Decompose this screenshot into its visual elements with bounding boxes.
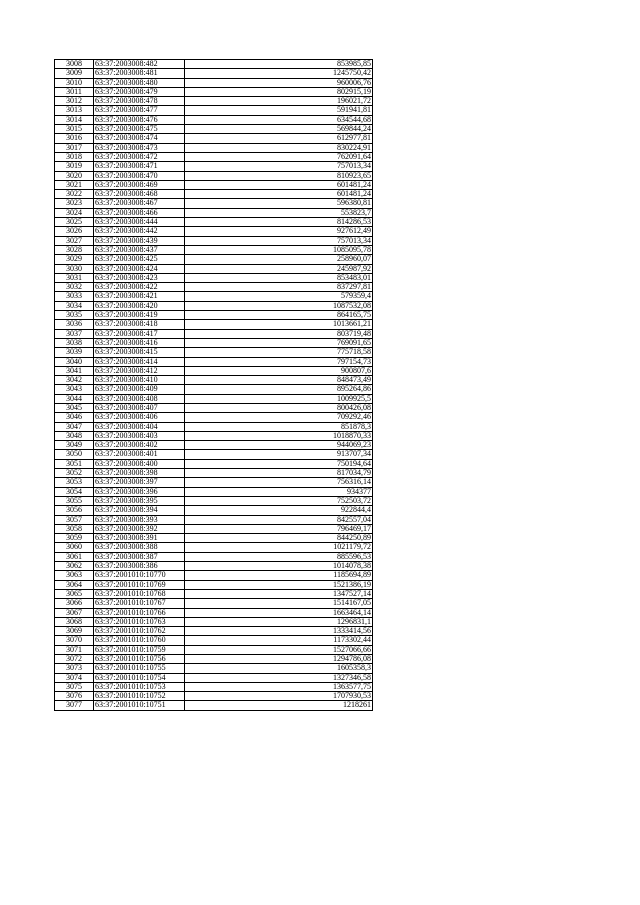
table-row: [55, 627, 373, 636]
cadastral-value-cell: 1707930,53: [185, 692, 373, 701]
cadastral-number-cell: 63:37:2003008:482: [94, 60, 185, 69]
row-number-cell: 3041: [55, 366, 94, 375]
cadastral-value-cell: 844250,89: [185, 534, 373, 543]
row-number-cell: 3030: [55, 264, 94, 273]
row-number-cell: 3075: [55, 682, 94, 691]
table-row: [55, 106, 373, 115]
cadastral-number-cell: 63:37:2003008:466: [94, 208, 185, 217]
row-number-cell: 3044: [55, 394, 94, 403]
row-number-cell: 3054: [55, 487, 94, 496]
cadastral-value-cell: 848473,49: [185, 376, 373, 385]
cadastral-number-cell: 63:37:2001010:10759: [94, 645, 185, 654]
row-number-cell: 3014: [55, 115, 94, 124]
table-row: [55, 664, 373, 673]
row-number-cell: 3047: [55, 422, 94, 431]
cadastral-value-cell: 596380,81: [185, 199, 373, 208]
table-row: [55, 655, 373, 664]
cadastral-value-cell: 1347527,14: [185, 589, 373, 598]
cadastral-number-cell: 63:37:2003008:409: [94, 385, 185, 394]
cadastral-number-cell: 63:37:2001010:10766: [94, 608, 185, 617]
row-number-cell: 3035: [55, 311, 94, 320]
row-number-cell: 3009: [55, 69, 94, 78]
row-number-cell: 3073: [55, 664, 94, 673]
cadastral-number-cell: 63:37:2003008:472: [94, 152, 185, 161]
row-number-cell: 3027: [55, 236, 94, 245]
row-number-cell: 3071: [55, 645, 94, 654]
table-row: [55, 301, 373, 310]
row-number-cell: 3031: [55, 273, 94, 282]
cadastral-number-cell: 63:37:2001010:10768: [94, 589, 185, 598]
row-number-cell: 3066: [55, 599, 94, 608]
table-row: [55, 218, 373, 227]
cadastral-value-cell: 1327346,58: [185, 673, 373, 682]
table-row: [55, 422, 373, 431]
table-row: [55, 87, 373, 96]
row-number-cell: 3034: [55, 301, 94, 310]
table-row: [55, 357, 373, 366]
cadastral-value-cell: 750194,64: [185, 459, 373, 468]
table-body: [55, 60, 373, 711]
cadastral-number-cell: 63:37:2003008:393: [94, 515, 185, 524]
row-number-cell: 3017: [55, 143, 94, 152]
cadastral-number-cell: 63:37:2003008:442: [94, 227, 185, 236]
row-number-cell: 3051: [55, 459, 94, 468]
table-row: [55, 273, 373, 282]
cadastral-number-cell: 63:37:2003008:479: [94, 87, 185, 96]
cadastral-value-cell: 1605358,3: [185, 664, 373, 673]
row-number-cell: 3074: [55, 673, 94, 682]
row-number-cell: 3045: [55, 403, 94, 412]
table-row: [55, 645, 373, 654]
row-number-cell: 3024: [55, 208, 94, 217]
row-number-cell: 3020: [55, 171, 94, 180]
table-row: [55, 459, 373, 468]
cadastral-value-cell: 913707,34: [185, 450, 373, 459]
table-row: [55, 199, 373, 208]
cadastral-value-cell: 634544,68: [185, 115, 373, 124]
cadastral-value-cell: 1294786,08: [185, 655, 373, 664]
cadastral-number-cell: 63:37:2001010:10762: [94, 627, 185, 636]
cadastral-value-cell: 853483,01: [185, 273, 373, 282]
cadastral-number-cell: 63:37:2003008:473: [94, 143, 185, 152]
row-number-cell: 3070: [55, 636, 94, 645]
cadastral-number-cell: 63:37:2001010:10770: [94, 571, 185, 580]
table-row: [55, 599, 373, 608]
row-number-cell: 3023: [55, 199, 94, 208]
cadastral-value-cell: 885596,53: [185, 552, 373, 561]
table-row: [55, 562, 373, 571]
cadastral-value-cell: 245987,92: [185, 264, 373, 273]
cadastral-value-cell: 797154,73: [185, 357, 373, 366]
table-row: [55, 134, 373, 143]
cadastral-number-cell: 63:37:2003008:400: [94, 459, 185, 468]
cadastral-number-cell: 63:37:2003008:419: [94, 311, 185, 320]
cadastral-value-table: [54, 59, 373, 711]
row-number-cell: 3033: [55, 292, 94, 301]
row-number-cell: 3062: [55, 562, 94, 571]
cadastral-value-cell: 817034,79: [185, 469, 373, 478]
cadastral-value-cell: 830224,91: [185, 143, 373, 152]
cadastral-number-cell: 63:37:2003008:422: [94, 283, 185, 292]
table-row: [55, 376, 373, 385]
table-row: [55, 403, 373, 412]
cadastral-number-cell: 63:37:2003008:396: [94, 487, 185, 496]
cadastral-number-cell: 63:37:2003008:398: [94, 469, 185, 478]
cadastral-value-cell: 762091,64: [185, 152, 373, 161]
table-row: [55, 608, 373, 617]
cadastral-number-cell: 63:37:2003008:392: [94, 524, 185, 533]
row-number-cell: 3069: [55, 627, 94, 636]
table-row: [55, 496, 373, 505]
row-number-cell: 3055: [55, 496, 94, 505]
cadastral-value-cell: 927612,49: [185, 227, 373, 236]
cadastral-number-cell: 63:37:2001010:10760: [94, 636, 185, 645]
cadastral-value-cell: 814286,53: [185, 218, 373, 227]
table-row: [55, 701, 373, 710]
cadastral-value-cell: 756316,14: [185, 478, 373, 487]
cadastral-value-cell: 1013661,21: [185, 320, 373, 329]
row-number-cell: 3022: [55, 190, 94, 199]
table-row: [55, 450, 373, 459]
cadastral-number-cell: 63:37:2003008:387: [94, 552, 185, 561]
table-row: [55, 682, 373, 691]
table-row: [55, 589, 373, 598]
cadastral-number-cell: 63:37:2003008:439: [94, 236, 185, 245]
cadastral-value-cell: 1021179,72: [185, 543, 373, 552]
cadastral-value-cell: 1514167,05: [185, 599, 373, 608]
cadastral-value-cell: 775718,58: [185, 348, 373, 357]
row-number-cell: 3016: [55, 134, 94, 143]
row-number-cell: 3064: [55, 580, 94, 589]
cadastral-value-cell: 1087532,08: [185, 301, 373, 310]
cadastral-number-cell: 63:37:2003008:418: [94, 320, 185, 329]
row-number-cell: 3063: [55, 571, 94, 580]
row-number-cell: 3036: [55, 320, 94, 329]
table-row: [55, 524, 373, 533]
row-number-cell: 3040: [55, 357, 94, 366]
row-number-cell: 3010: [55, 78, 94, 87]
row-number-cell: 3008: [55, 60, 94, 69]
cadastral-number-cell: 63:37:2003008:417: [94, 329, 185, 338]
table-row: [55, 366, 373, 375]
cadastral-value-cell: 1363577,75: [185, 682, 373, 691]
cadastral-value-cell: 810923,65: [185, 171, 373, 180]
row-number-cell: 3011: [55, 87, 94, 96]
table-row: [55, 506, 373, 515]
table-row: [55, 385, 373, 394]
cadastral-value-cell: 864165,75: [185, 311, 373, 320]
cadastral-number-cell: 63:37:2003008:474: [94, 134, 185, 143]
table-row: [55, 515, 373, 524]
cadastral-number-cell: 63:37:2003008:425: [94, 255, 185, 264]
row-number-cell: 3072: [55, 655, 94, 664]
cadastral-number-cell: 63:37:2003008:402: [94, 441, 185, 450]
cadastral-number-cell: 63:37:2003008:388: [94, 543, 185, 552]
cadastral-number-cell: 63:37:2003008:469: [94, 180, 185, 189]
cadastral-value-cell: 553823,7: [185, 208, 373, 217]
cadastral-value-cell: 851878,3: [185, 422, 373, 431]
cadastral-value-cell: 802915,19: [185, 87, 373, 96]
cadastral-number-cell: 63:37:2003008:468: [94, 190, 185, 199]
cadastral-value-cell: 944069,23: [185, 441, 373, 450]
cadastral-value-cell: 934377: [185, 487, 373, 496]
cadastral-number-cell: 63:37:2003008:414: [94, 357, 185, 366]
cadastral-number-cell: 63:37:2001010:10751: [94, 701, 185, 710]
row-number-cell: 3021: [55, 180, 94, 189]
cadastral-value-cell: 569844,24: [185, 125, 373, 134]
cadastral-number-cell: 63:37:2003008:401: [94, 450, 185, 459]
row-number-cell: 3042: [55, 376, 94, 385]
row-number-cell: 3052: [55, 469, 94, 478]
cadastral-number-cell: 63:37:2001010:10767: [94, 599, 185, 608]
cadastral-value-cell: 837297,81: [185, 283, 373, 292]
cadastral-number-cell: 63:37:2003008:423: [94, 273, 185, 282]
table-row: [55, 152, 373, 161]
row-number-cell: 3012: [55, 97, 94, 106]
cadastral-number-cell: 63:37:2001010:10763: [94, 617, 185, 626]
table-row: [55, 311, 373, 320]
cadastral-value-cell: 1333414,56: [185, 627, 373, 636]
cadastral-number-cell: 63:37:2001010:10755: [94, 664, 185, 673]
row-number-cell: 3025: [55, 218, 94, 227]
cadastral-number-cell: 63:37:2003008:444: [94, 218, 185, 227]
cadastral-number-cell: 63:37:2003008:395: [94, 496, 185, 505]
row-number-cell: 3067: [55, 608, 94, 617]
cadastral-value-cell: 1296831,1: [185, 617, 373, 626]
cadastral-number-cell: 63:37:2001010:10752: [94, 692, 185, 701]
table-row: [55, 469, 373, 478]
table-row: [55, 431, 373, 440]
cadastral-number-cell: 63:37:2003008:406: [94, 413, 185, 422]
table-row: [55, 487, 373, 496]
cadastral-value-cell: 842557,04: [185, 515, 373, 524]
row-number-cell: 3059: [55, 534, 94, 543]
row-number-cell: 3038: [55, 338, 94, 347]
table-row: [55, 236, 373, 245]
table-row: [55, 571, 373, 580]
table-row: [55, 338, 373, 347]
cadastral-value-cell: 601481,24: [185, 190, 373, 199]
table-row: [55, 208, 373, 217]
row-number-cell: 3028: [55, 245, 94, 254]
cadastral-value-cell: 1218261: [185, 701, 373, 710]
table-row: [55, 617, 373, 626]
table-row: [55, 190, 373, 199]
cadastral-value-cell: 960006,76: [185, 78, 373, 87]
table-row: [55, 543, 373, 552]
row-number-cell: 3013: [55, 106, 94, 115]
table-row: [55, 264, 373, 273]
row-number-cell: 3048: [55, 431, 94, 440]
cadastral-number-cell: 63:37:2003008:475: [94, 125, 185, 134]
cadastral-value-cell: 1173302,44: [185, 636, 373, 645]
cadastral-value-cell: 922844,4: [185, 506, 373, 515]
cadastral-number-cell: 63:37:2001010:10753: [94, 682, 185, 691]
cadastral-number-cell: 63:37:2003008:477: [94, 106, 185, 115]
row-number-cell: 3037: [55, 329, 94, 338]
row-number-cell: 3057: [55, 515, 94, 524]
cadastral-number-cell: 63:37:2003008:467: [94, 199, 185, 208]
table-row: [55, 636, 373, 645]
cadastral-value-cell: 769091,65: [185, 338, 373, 347]
cadastral-number-cell: 63:37:2001010:10769: [94, 580, 185, 589]
cadastral-value-cell: 800426,08: [185, 403, 373, 412]
cadastral-number-cell: 63:37:2003008:403: [94, 431, 185, 440]
cadastral-number-cell: 63:37:2003008:471: [94, 162, 185, 171]
row-number-cell: 3026: [55, 227, 94, 236]
table-row: [55, 692, 373, 701]
cadastral-value-cell: 1018870,33: [185, 431, 373, 440]
cadastral-number-cell: 63:37:2003008:421: [94, 292, 185, 301]
cadastral-value-cell: 601481,24: [185, 180, 373, 189]
row-number-cell: 3029: [55, 255, 94, 264]
cadastral-number-cell: 63:37:2003008:410: [94, 376, 185, 385]
table-row: [55, 552, 373, 561]
table-row: [55, 673, 373, 682]
row-number-cell: 3056: [55, 506, 94, 515]
cadastral-value-cell: 900807,6: [185, 366, 373, 375]
table-row: [55, 143, 373, 152]
table-row: [55, 78, 373, 87]
cadastral-number-cell: 63:37:2003008:424: [94, 264, 185, 273]
cadastral-number-cell: 63:37:2003008:407: [94, 403, 185, 412]
cadastral-number-cell: 63:37:2003008:404: [94, 422, 185, 431]
cadastral-value-cell: 895264,86: [185, 385, 373, 394]
cadastral-value-cell: 196021,72: [185, 97, 373, 106]
table-row: [55, 162, 373, 171]
table-row: [55, 69, 373, 78]
cadastral-value-cell: 853985,85: [185, 60, 373, 69]
cadastral-value-cell: 709292,46: [185, 413, 373, 422]
cadastral-value-cell: 752503,72: [185, 496, 373, 505]
row-number-cell: 3065: [55, 589, 94, 598]
table-row: [55, 580, 373, 589]
cadastral-number-cell: 63:37:2003008:394: [94, 506, 185, 515]
cadastral-number-cell: 63:37:2003008:391: [94, 534, 185, 543]
row-number-cell: 3018: [55, 152, 94, 161]
cadastral-value-cell: 612977,81: [185, 134, 373, 143]
row-number-cell: 3050: [55, 450, 94, 459]
row-number-cell: 3060: [55, 543, 94, 552]
table-row: [55, 413, 373, 422]
cadastral-value-cell: 1009925,5: [185, 394, 373, 403]
cadastral-value-cell: 1014078,38: [185, 562, 373, 571]
cadastral-number-cell: 63:37:2003008:416: [94, 338, 185, 347]
row-number-cell: 3076: [55, 692, 94, 701]
cadastral-value-cell: 757013,34: [185, 162, 373, 171]
table-row: [55, 255, 373, 264]
cadastral-number-cell: 63:37:2003008:386: [94, 562, 185, 571]
cadastral-value-cell: 1185694,89: [185, 571, 373, 580]
table-row: [55, 329, 373, 338]
table-row: [55, 348, 373, 357]
table-row: [55, 478, 373, 487]
row-number-cell: 3068: [55, 617, 94, 626]
row-number-cell: 3019: [55, 162, 94, 171]
cadastral-value-cell: 757013,34: [185, 236, 373, 245]
cadastral-number-cell: 63:37:2003008:478: [94, 97, 185, 106]
cadastral-number-cell: 63:37:2003008:470: [94, 171, 185, 180]
cadastral-number-cell: 63:37:2003008:481: [94, 69, 185, 78]
cadastral-value-cell: 1085095,78: [185, 245, 373, 254]
cadastral-number-cell: 63:37:2003008:476: [94, 115, 185, 124]
table-row: [55, 534, 373, 543]
cadastral-value-cell: 579359,4: [185, 292, 373, 301]
row-number-cell: 3043: [55, 385, 94, 394]
row-number-cell: 3049: [55, 441, 94, 450]
row-number-cell: 3032: [55, 283, 94, 292]
cadastral-number-cell: 63:37:2003008:397: [94, 478, 185, 487]
row-number-cell: 3061: [55, 552, 94, 561]
table-row: [55, 171, 373, 180]
row-number-cell: 3046: [55, 413, 94, 422]
cadastral-value-cell: 803719,48: [185, 329, 373, 338]
table-row: [55, 245, 373, 254]
cadastral-value-cell: 1521386,19: [185, 580, 373, 589]
cadastral-value-cell: 1245750,42: [185, 69, 373, 78]
cadastral-number-cell: 63:37:2001010:10754: [94, 673, 185, 682]
table-row: [55, 125, 373, 134]
table-row: [55, 441, 373, 450]
table-row: [55, 115, 373, 124]
cadastral-value-cell: 591941,81: [185, 106, 373, 115]
table-row: [55, 320, 373, 329]
row-number-cell: 3053: [55, 478, 94, 487]
table-row: [55, 60, 373, 69]
row-number-cell: 3077: [55, 701, 94, 710]
row-number-cell: 3039: [55, 348, 94, 357]
table-row: [55, 180, 373, 189]
cadastral-value-cell: 258960,07: [185, 255, 373, 264]
cadastral-number-cell: 63:37:2003008:408: [94, 394, 185, 403]
row-number-cell: 3015: [55, 125, 94, 134]
table-row: [55, 283, 373, 292]
table-row: [55, 227, 373, 236]
cadastral-number-cell: 63:37:2003008:412: [94, 366, 185, 375]
table-row: [55, 394, 373, 403]
cadastral-value-cell: 796469,17: [185, 524, 373, 533]
cadastral-value-cell: 1527066,66: [185, 645, 373, 654]
cadastral-number-cell: 63:37:2003008:480: [94, 78, 185, 87]
table-row: [55, 97, 373, 106]
cadastral-value-cell: 1663464,14: [185, 608, 373, 617]
cadastral-number-cell: 63:37:2003008:415: [94, 348, 185, 357]
cadastral-number-cell: 63:37:2003008:437: [94, 245, 185, 254]
cadastral-number-cell: 63:37:2001010:10756: [94, 655, 185, 664]
table-row: [55, 292, 373, 301]
cadastral-number-cell: 63:37:2003008:420: [94, 301, 185, 310]
row-number-cell: 3058: [55, 524, 94, 533]
